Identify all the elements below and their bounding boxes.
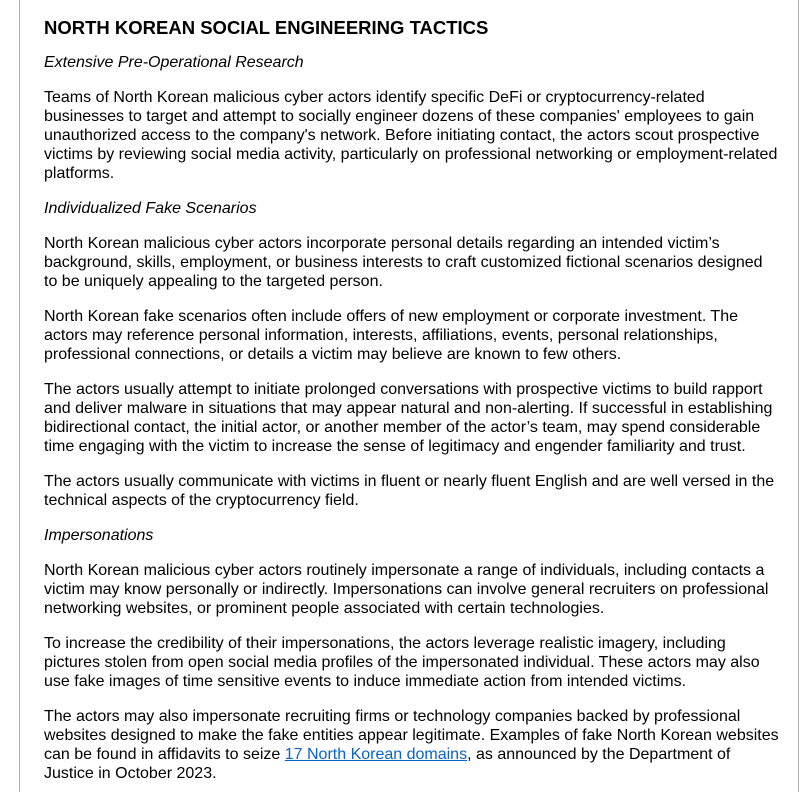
domains-link[interactable]: 17 North Korean domains [284,746,468,763]
document-body [44,17,779,799]
page-title: NORTH KOREAN SOCIAL ENGINEERING TACTICS [44,17,489,38]
section-heading-scenarios: Individualized Fake Scenarios [44,200,257,217]
paragraph: North Korean malicious cyber actors routinely impersonate a range of individuals, including contacts a victim may know personally or indirectly. Impersonations can involve general recruiters on professional networking websites, or prominent people associated with certain technologies. [44,562,769,617]
paragraph-text-before-link: The actors may also impersonate recruiting firms or technology companies backed by professional websites designed to make the fake entities appear legitimate. Examples of fake North Korean websites can be found in affidavits to seize [44,708,779,763]
section-heading-impersonations: Impersonations [44,527,154,544]
paragraph: North Korean malicious cyber actors incorporate personal details regarding an intended victim’s background, skills, employment, or business interests to craft customized fictional scenarios designed to be uniquely appealing to the targeted person. [44,235,763,290]
paragraph: Teams of North Korean malicious cyber actors identify specific DeFi or cryptocurrency-related businesses to target and attempt to socially engineer dozens of these companies' employees to gain unauthorized access to the company's network. Before initiating contact, the actors scout prospective victims by reviewing social media activity, particularly on professional networking or employment-related platforms. [44,89,778,182]
paragraph: To increase the credibility of their impersonations, the actors leverage realistic imagery, including pictures stolen from open social media profiles of the impersonated individual. These actors may also use fake images of time sensitive events to induce immediate action from intended victims. [44,635,760,690]
paragraph: The actors usually communicate with victims in fluent or nearly fluent English and are well versed in the technical aspects of the cryptocurrency field. [44,473,775,509]
paragraph: North Korean fake scenarios often include offers of new employment or corporate investment. The actors may reference personal information, interests, affiliations, events, personal relationships, professional connections, or details a victim may believe are known to few others. [44,308,738,363]
paragraph-text-after-link: , as announced by the Department of Justice in October 2023. [44,746,731,782]
paragraph-with-link [44,707,779,783]
paragraph: The actors usually attempt to initiate prolonged conversations with prospective victims to build rapport and deliver malware in situations that may appear natural and non-alerting. If successful in establishing bidirectional contact, the initial actor, or another member of the actor’s team, may spend considerable time engaging with the victim to increase the sense of legitimacy and engender familiarity and trust. [44,381,773,455]
section-heading-research: Extensive Pre-Operational Research [44,54,304,71]
